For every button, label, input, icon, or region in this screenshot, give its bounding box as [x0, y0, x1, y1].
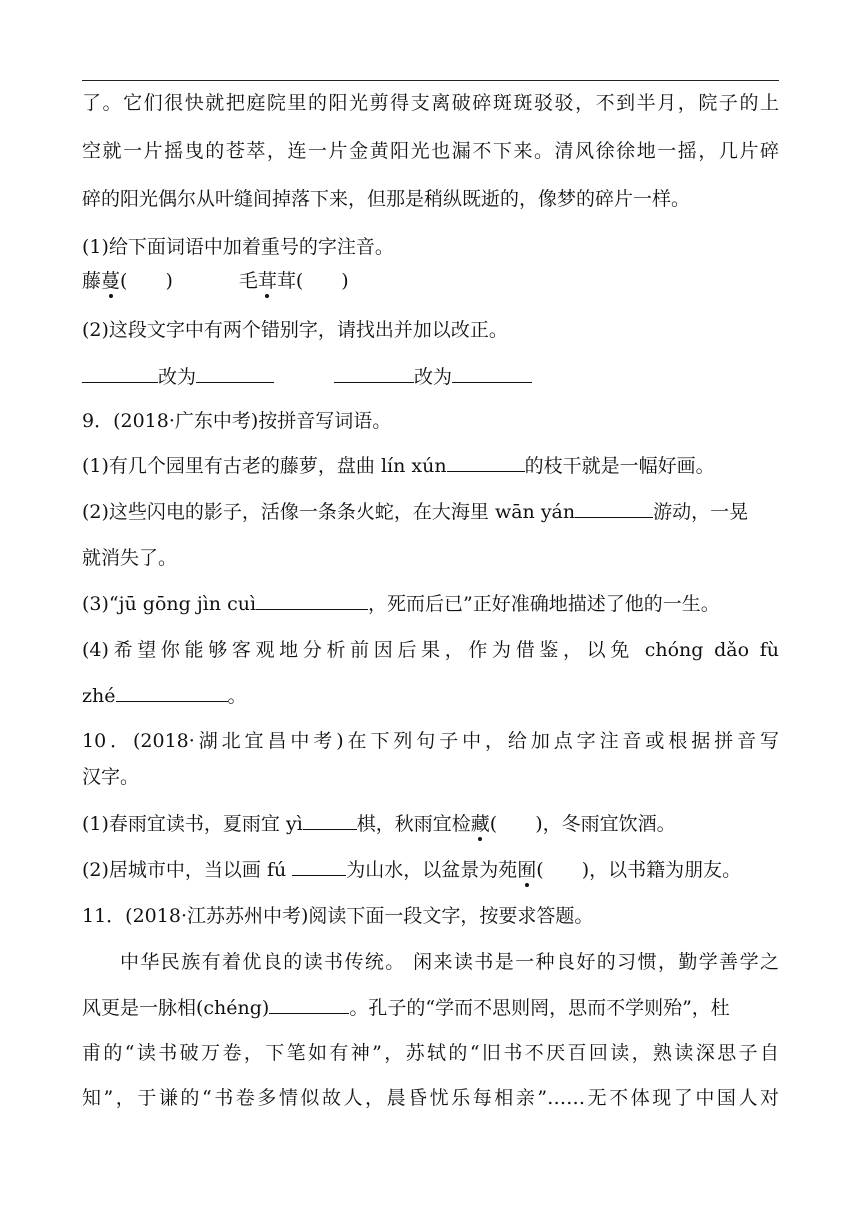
q8-corrections — [82, 365, 779, 389]
q9-item2-line2: 就消失了。 — [82, 547, 178, 569]
q10-item1-text: (1)春雨宜读书，夏雨宜 yì — [82, 813, 303, 835]
q11-para-line4: 知”，于谦的“书卷多情似故人，晨昏忧乐每相亲”……无不体现了中国人对 — [82, 1087, 779, 1109]
q10-item2-text: (2)居城市中，当以画 fú — [82, 859, 293, 881]
q10-item1-blank[interactable] — [303, 813, 357, 830]
q10-item1-answer[interactable]: ( )，冬雨宜饮酒。 — [489, 813, 676, 835]
q10-title-line1: 10．(2018·湖北宜昌中考)在下列句子中，给加点字注音或根据拼音写 — [82, 730, 779, 752]
q9-item2-text: (2)这些闪电的影子，活像一条条火蛇，在大海里 wān yán — [82, 501, 576, 523]
passage-line-3: 碎的阳光偶尔从叶缝间掉落下来，但那是稍纵既逝的，像梦的碎片一样。 — [82, 188, 691, 210]
q8-correct-char-blank-1[interactable] — [196, 366, 274, 383]
q11-para-blank[interactable] — [269, 997, 349, 1014]
q8-correct-char-blank-2[interactable] — [452, 366, 532, 383]
q8-change-label-2: 改为 — [414, 366, 453, 388]
q9-item4-tail: 。 — [227, 685, 247, 707]
q9-item4-pinyin: zhé — [82, 685, 116, 707]
q8-word2-dotted: 茸 — [257, 270, 277, 292]
q8-word1-answer[interactable]: ( ) — [120, 270, 173, 292]
q9-item3 — [82, 592, 779, 616]
q10-item1-mid: 棋，秋雨宜检 — [356, 813, 471, 835]
q11-para-line3: 甫的“读书破万卷，下笔如有神”，苏轼的“旧书不厌百回读，熟读深思子自 — [82, 1042, 779, 1064]
passage-line-2: 空就一片摇曳的苍萃，连一片金黄阳光也漏不下来。清风徐徐地一摇，几片碎 — [82, 140, 779, 162]
q9-item4-line1: (4)希望你能够客观地分析前因后果，作为借鉴，以免 chóng dǎo fù — [82, 639, 779, 661]
q9-item2-blank[interactable] — [575, 501, 653, 518]
q10-item2 — [82, 858, 779, 882]
q8-word2-answer[interactable]: 茸( ) — [276, 270, 349, 292]
q9-item1-text: (1)有几个园里有古老的藤萝，盘曲 lín xún — [82, 455, 447, 477]
q9-item3-text: (3)“jū gōng jìn cuì — [82, 593, 257, 615]
q10-item1-dotted: 藏 — [470, 813, 490, 835]
q11-title: 11．(2018·江苏苏州中考)阅读下面一段文字，按要求答题。 — [82, 905, 594, 927]
header-rule — [82, 80, 779, 81]
q9-item1 — [82, 454, 779, 478]
q10-item1 — [82, 812, 779, 836]
q8-words — [82, 269, 779, 293]
q10-item2-dotted: 囿 — [517, 859, 537, 881]
q8-wrong-char-blank-1[interactable] — [82, 366, 158, 383]
q10-title-line2: 汉字。 — [82, 766, 140, 788]
q9-item3-tail: ，死而后已”正好准确地描述了他的一生。 — [368, 593, 720, 615]
q9-title: 9．(2018·广东中考)按拼音写词语。 — [82, 410, 392, 432]
q11-para-line1: 中华民族有着优良的读书传统。 闲来读书是一种良好的习惯，勤学善学之 — [120, 951, 779, 973]
q8-word2-pre: 毛 — [238, 270, 258, 292]
q11-para-line2 — [82, 996, 779, 1020]
q8-word1-pre: 藤 — [82, 270, 102, 292]
q10-item2-answer[interactable]: ( )，以书籍为朋友。 — [536, 859, 742, 881]
q9-item4-line2 — [82, 684, 779, 708]
q11-para-line2-tail: 。孔子的“学而不思则罔，思而不学则殆”，杜 — [349, 997, 730, 1019]
q8-sub2: (2)这段文字中有两个错别字，请找出并加以改正。 — [82, 319, 508, 341]
q9-item3-blank[interactable] — [256, 593, 368, 610]
q9-item1-tail: 的枝干就是一幅好画。 — [524, 455, 715, 477]
q10-item2-mid: 为山水，以盆景为苑 — [346, 859, 518, 881]
q8-change-label-1: 改为 — [158, 366, 197, 388]
q9-item1-blank[interactable] — [447, 455, 525, 472]
passage-line-1: 了。它们很快就把庭院里的阳光剪得支离破碎斑斑驳驳，不到半月，院子的上 — [82, 92, 779, 114]
q11-para-line2-text: 风更是一脉相(chéng) — [82, 997, 270, 1019]
q10-item2-blank[interactable] — [292, 859, 346, 876]
q8-wrong-char-blank-2[interactable] — [334, 366, 414, 383]
q9-item2-tail: 游动，一晃 — [653, 501, 749, 523]
q9-item4-blank[interactable] — [116, 685, 228, 702]
q8-sub1: (1)给下面词语中加着重号的字注音。 — [82, 236, 394, 258]
q9-item2 — [82, 500, 779, 524]
q8-word1-dotted: 蔓 — [101, 270, 121, 292]
